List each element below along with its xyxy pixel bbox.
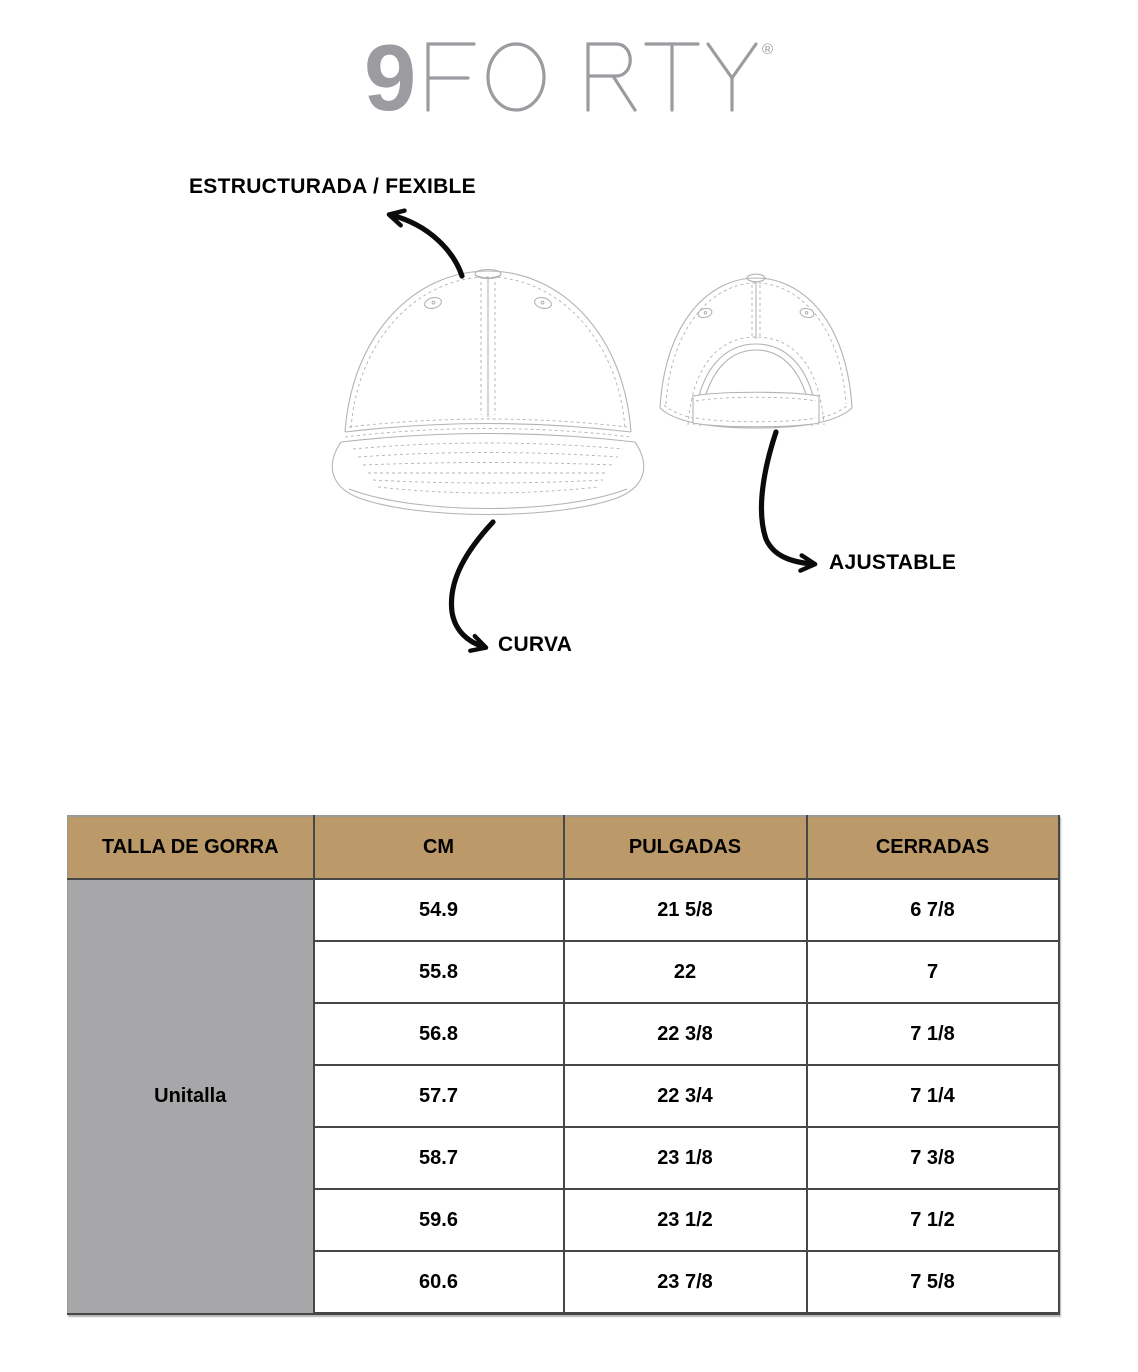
back-eyelet-right [799,307,815,319]
header-cm: CM [314,816,564,879]
cerradas-cell: 7 5/8 [807,1251,1059,1314]
structured-flexible-label: ESTRUCTURADA / FEXIBLE [189,175,476,198]
cm-cell: 59.6 [314,1189,564,1251]
cm-cell: 56.8 [314,1003,564,1065]
cap-front-illustration [322,258,662,528]
cerradas-cell: 7 1/2 [807,1189,1059,1251]
cm-cell: 54.9 [314,879,564,941]
cerradas-cell: 7 3/8 [807,1127,1059,1189]
cm-cell: 55.8 [314,941,564,1003]
size-table [67,815,1060,1315]
cerradas-cell: 7 [807,941,1059,1003]
adjustable-label: AJUSTABLE [829,551,957,574]
pulgadas-cell: 22 3/8 [564,1003,807,1065]
nineforty-logo [364,28,788,126]
table-header-row [68,816,1059,879]
front-eyelet-left [423,296,442,310]
arrow-curve-icon [451,522,493,647]
cm-cell: 57.7 [314,1065,564,1127]
size-label-cell: Unitalla [68,879,314,1314]
back-eyelet-left [697,307,713,319]
header-talla: TALLA DE GORRA [68,816,314,879]
header-cerradas: CERRADAS [807,816,1059,879]
cap-back-illustration [650,266,862,438]
arrow-adjustable-icon [761,432,813,564]
pulgadas-cell: 23 7/8 [564,1251,807,1314]
pulgadas-cell: 22 [564,941,807,1003]
header-pulgadas: PULGADAS [564,816,807,879]
cerradas-cell: 6 7/8 [807,879,1059,941]
cm-cell: 58.7 [314,1127,564,1189]
cm-cell: 60.6 [314,1251,564,1314]
logo-forty-letters [428,44,756,110]
cerradas-cell: 7 1/8 [807,1003,1059,1065]
table-row [68,879,1059,941]
adjustable-strap [693,392,819,427]
front-eyelet-right [533,296,552,310]
registered-mark: ® [762,41,774,58]
curve-label: CURVA [498,633,573,656]
logo-nine: 9 [364,28,417,126]
pulgadas-cell: 21 5/8 [564,879,807,941]
pulgadas-cell: 23 1/8 [564,1127,807,1189]
pulgadas-cell: 23 1/2 [564,1189,807,1251]
pulgadas-cell: 22 3/4 [564,1065,807,1127]
brim-stitching [353,443,623,493]
cerradas-cell: 7 1/4 [807,1065,1059,1127]
